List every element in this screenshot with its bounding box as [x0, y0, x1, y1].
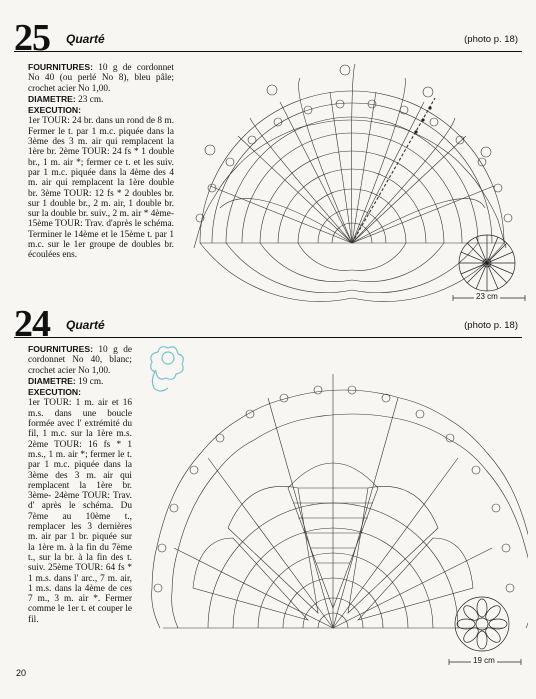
execution-label: EXECUTION: — [28, 105, 81, 116]
fournitures-label: FOURNITURES: — [28, 344, 93, 354]
header-rule — [14, 51, 522, 52]
execution-text: 1er TOUR: 24 br. dans un rond de 8 m. Fermer le t. par 1 m.c. piquée dans la 3ème des 3 m. air qui remplacent la 1ère br. 2ème TOUR: 24 fs * 1 double br., 1 m. air *; fermer ce t. et les suiv. par 1 m.c. piquée dans la 4ème des 4 m. air qui remplacent la 1ère double br. 3ème TOUR: 12 fs * 2 doubles br. sur 1 double br., 2 m. air, 1 double br. sur la double br. suiv., 2 m. air * 4ème- 15ème TOUR: Trav. d'après le schéma. Terminer le 14ème et le 15ème t. par 1 m.c. sur le 1er groupe de doubles br. écoulées ens. — [28, 116, 174, 261]
photo-reference: (photo p. 18) — [464, 320, 518, 331]
pattern-25-size-thumbnail — [456, 232, 518, 294]
pattern-25-instructions — [28, 62, 174, 261]
pattern-25-size-label: 23 cm — [476, 292, 498, 301]
pattern-number: 25 — [14, 17, 50, 59]
diametre-text: 23 cm. — [78, 94, 104, 105]
diametre-label: DIAMETRE: — [28, 375, 76, 386]
pattern-title: Quarté — [66, 318, 105, 332]
execution-label: EXECUTION: — [28, 387, 81, 398]
photo-reference: (photo p. 18) — [464, 34, 518, 45]
page-number: 20 — [16, 668, 27, 678]
execution-text: 1er TOUR: 1 m. air et 16 m.s. dans une boucle formée avec l' extrémité du fil, 1 m.c. sur la 1ère m.s. 2ème TOUR: 16 fs * 1 m.s., 1 m. air *; fermer le t. par 1 m.c. piquée dans la 3ème des 3 m. air qui remplacent la 1ère br. 3ème- 24ème TOUR: Trav. d' après le schéma. Du 7ème au 10ème t., remplacer les 3 dernières m. air par 1 br. piquée sur la 1ère m. à la fin du 7ème t., sur la br. à la fin des t. suiv. 25ème TOUR: 64 fs * 1 m.s. dans l' arc., 7 m. air, 1 m.s. dans la 4ème de ces 7 m., 3 m. air *. Fermer comme le 1er t. et couper le fil. — [28, 398, 132, 625]
fournitures-text: 10 g de cordonnet No 40, blanc; crochet acier No 1,00. — [28, 345, 132, 376]
pattern-24-instructions — [28, 344, 132, 625]
fournitures-label: FOURNITURES: — [28, 62, 93, 72]
diametre-text: 19 cm. — [78, 376, 104, 387]
diametre-label: DIAMETRE: — [28, 93, 76, 104]
pattern-title: Quarté — [66, 32, 105, 46]
pattern-number: 24 — [14, 303, 50, 345]
pattern-24-size-thumbnail — [452, 594, 512, 654]
fournitures-text: 10 g de cordonnet No 40 (ou perlé No 8), bleu pâle; crochet acier No 1,00. — [28, 63, 174, 94]
pattern-25-header — [0, 18, 536, 58]
pattern-24-size-label: 19 cm — [473, 656, 495, 665]
